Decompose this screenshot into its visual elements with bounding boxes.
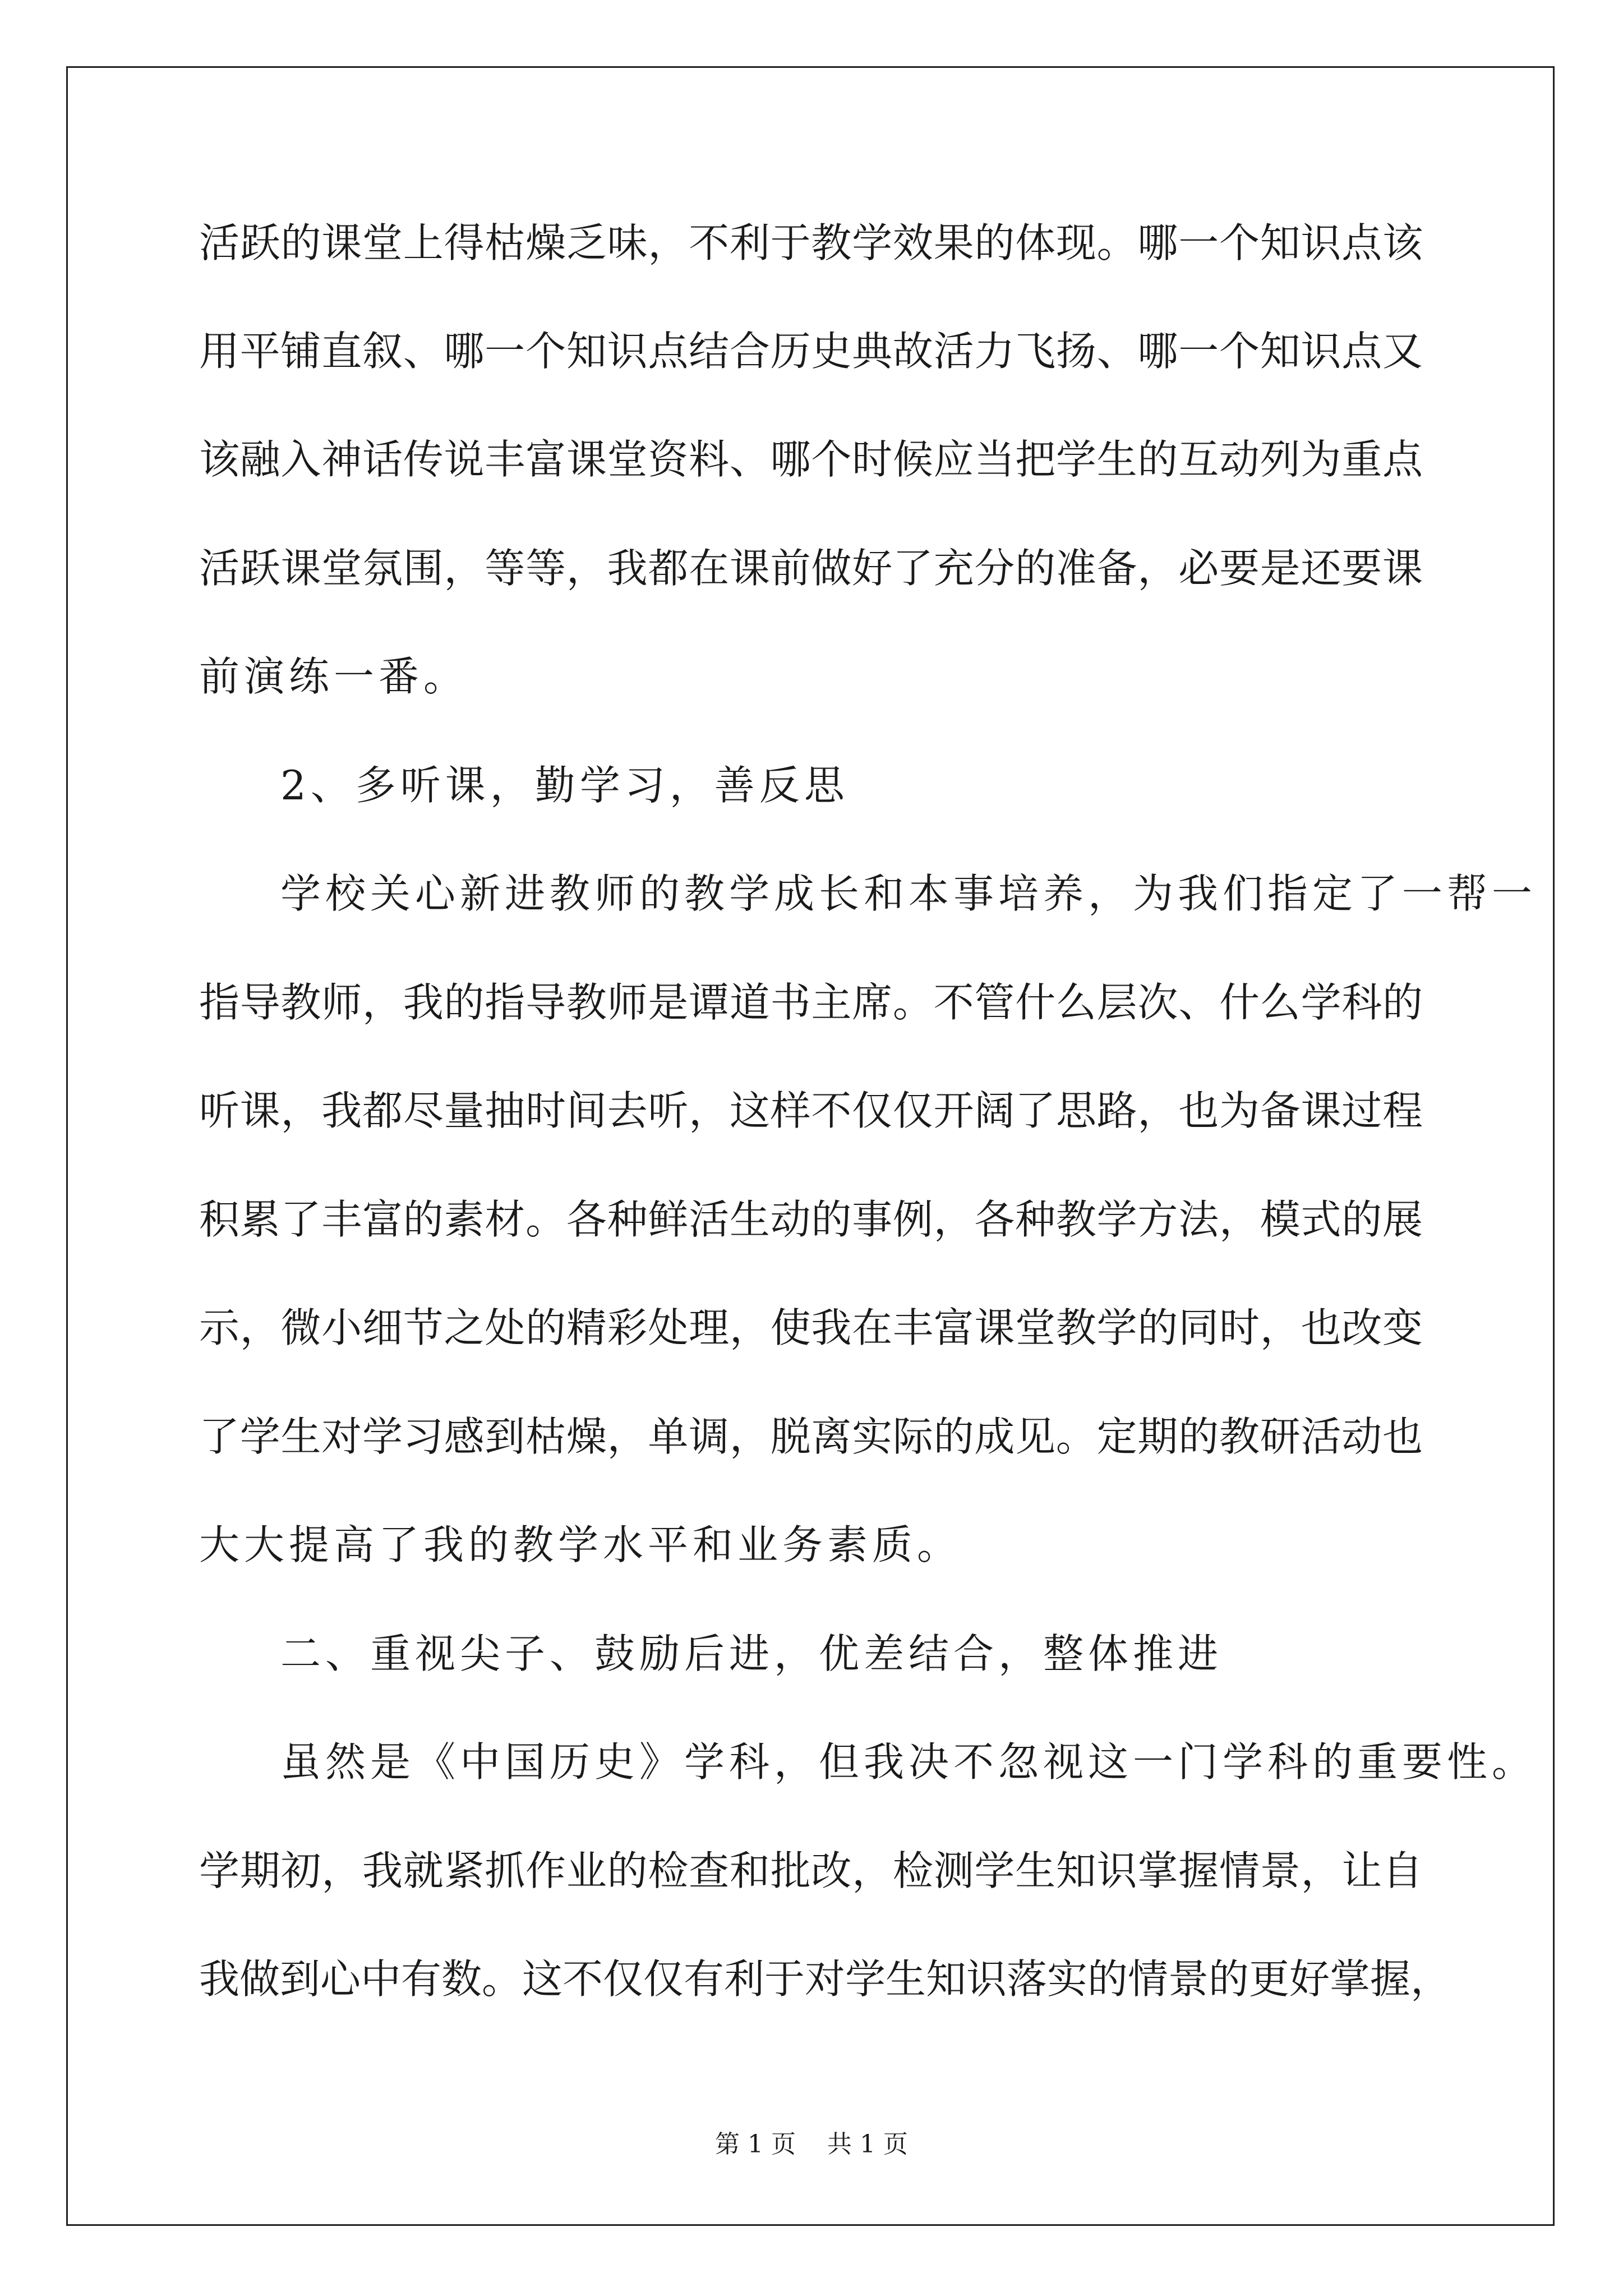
text-line: 虽然是《中国历史》学科，但我决不忽视这一门学科的重要性。 (280, 1738, 1537, 1786)
page-border (66, 66, 1555, 2226)
text-line: 示，微小细节之处的精彩处理，使我在丰富课堂教学的同时，也改变 (199, 1304, 1423, 1351)
text-line: 听课，我都尽量抽时间去听，这样不仅仅开阔了思路，也为备课过程 (199, 1087, 1423, 1134)
text-line: 学期初，我就紧抓作业的检查和批改，检测学生知识掌握情景，让自 (199, 1847, 1423, 1894)
page-number-footer: 第 1 页 共 1 页 (715, 2130, 908, 2159)
text-line: 大大提高了我的教学水平和业务素质。 (199, 1521, 962, 1568)
section-heading: 二、重视尖子、鼓励后进，优差结合，整体推进 (280, 1630, 1223, 1677)
text-line: 活跃的课堂上得枯燥乏味，不利于教学效果的体现。哪一个知识点该 (199, 219, 1423, 266)
text-line: 我做到心中有数。这不仅仅有利于对学生知识落实的情景的更好掌握， (199, 1955, 1451, 2003)
text-line: 该融入神话传说丰富课堂资料、哪个时候应当把学生的互动列为重点 (199, 436, 1423, 483)
text-line: 积累了丰富的素材。各种鲜活生动的事例，各种教学方法，模式的展 (199, 1196, 1423, 1243)
text-line: 前演练一番。 (199, 653, 469, 700)
text-line: 活跃课堂氛围，等等，我都在课前做好了充分的准备，必要是还要课 (199, 545, 1423, 592)
text-line: 指导教师，我的指导教师是谭道书主席。不管什么层次、什么学科的 (199, 979, 1423, 1026)
section-heading: 2、多听课，勤学习，善反思 (280, 762, 849, 809)
text-line: 了学生对学习感到枯燥，单调，脱离实际的成见。定期的教研活动也 (199, 1413, 1423, 1460)
text-line: 学校关心新进教师的教学成长和本事培养，为我们指定了一帮一 (280, 870, 1537, 917)
text-line: 用平铺直叙、哪一个知识点结合历史典故活力飞扬、哪一个知识点又 (199, 328, 1423, 375)
